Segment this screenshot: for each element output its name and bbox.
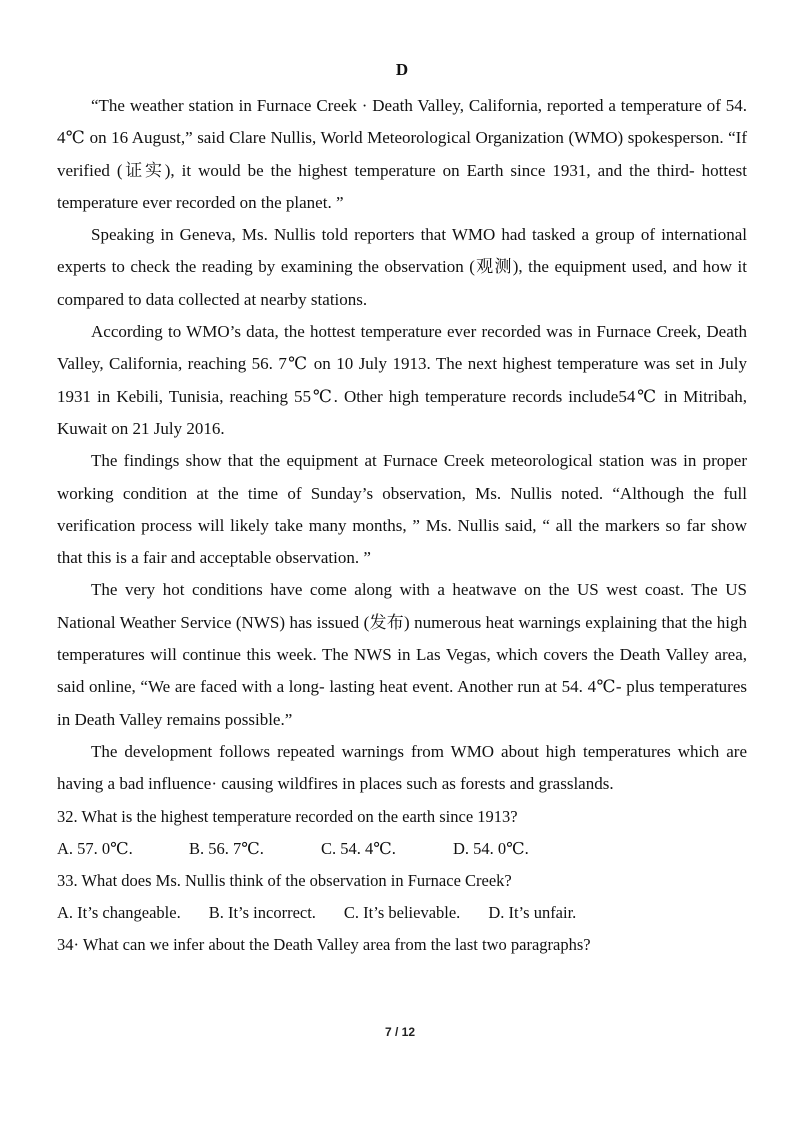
section-title: D <box>395 60 409 79</box>
question-33-option-a: A. It’s changeable. <box>57 902 181 922</box>
question-32 <box>57 801 747 865</box>
paragraph-4: The findings show that the equipment at Furnace Creek meteorological station was in proper working condition at the time of Sunday’s observation, Ms. Nullis noted. “Although the full verification process will likely take many months, ” Ms. Nullis said, “ all the markers so far show that this is a fair and acceptable observation. ” <box>57 451 747 568</box>
question-32-option-d: D. 54. 0℃. <box>453 838 529 858</box>
question-33 <box>57 865 747 929</box>
question-33-option-c: C. It’s believable. <box>343 902 461 922</box>
document-page <box>57 58 747 961</box>
question-34-stem: 34· What can we infer about the Death Valley area from the last two paragraphs? <box>57 934 591 954</box>
paragraph-5: The very hot conditions have come along with a heatwave on the US west coast. The US National Weather Service (NWS) has issued (发布) numerous heat warnings explaining that the high temperatures will continue this week. The NWS in Las Vegas, which covers the Death Valley area, said online, “We are faced with a long- lasting heat event. Another run at 54. 4℃- plus temperatures in Death Valley remains possible.” <box>57 580 747 729</box>
question-33-option-b: B. It’s incorrect. <box>208 902 316 922</box>
question-33-options <box>57 897 747 929</box>
question-32-option-c: C. 54. 4℃. <box>321 838 396 858</box>
paragraph-3: According to WMO’s data, the hottest temperature ever recorded was in Furnace Creek, Death Valley, California, reaching 56. 7℃ on 10 July 1913. The next highest temperature was set in July 1931 in Kebili, Tunisia, reaching 55℃. Other high temperature records include54℃ in Mitribah, Kuwait on 21 July 2016. <box>57 322 747 438</box>
paragraph-2: Speaking in Geneva, Ms. Nullis told reporters that WMO had tasked a group of international experts to check the reading by examining the observation (观测), the equipment used, and how it compared to data collected at nearby stations. <box>57 225 747 309</box>
question-33-stem: 33. What does Ms. Nullis think of the observation in Furnace Creek? <box>57 870 512 890</box>
paragraph-6: The development follows repeated warnings from WMO about high temperatures which are having a bad influence· causing wildfires in places such as forests and grasslands. <box>57 741 747 794</box>
question-32-option-a: A. 57. 0℃. <box>57 838 133 858</box>
question-34 <box>57 929 747 961</box>
question-32-option-b: B. 56. 7℃. <box>189 838 264 858</box>
question-32-stem: 32. What is the highest temperature recorded on the earth since 1913? <box>57 806 518 826</box>
page-number: 7 / 12 <box>384 1025 416 1039</box>
question-32-options <box>57 833 747 865</box>
paragraph-1: “The weather station in Furnace Creek · Death Valley, California, reported a temperature of 54. 4℃ on 16 August,” said Clare Nullis, World Meteorological Organization (WMO) spokesperson. “If verified (证实), it would be the highest temperature on Earth since 1931, and the third- hottest temperature ever recorded on the planet. ” <box>57 96 747 212</box>
question-33-option-d: D. It’s unfair. <box>488 902 577 922</box>
